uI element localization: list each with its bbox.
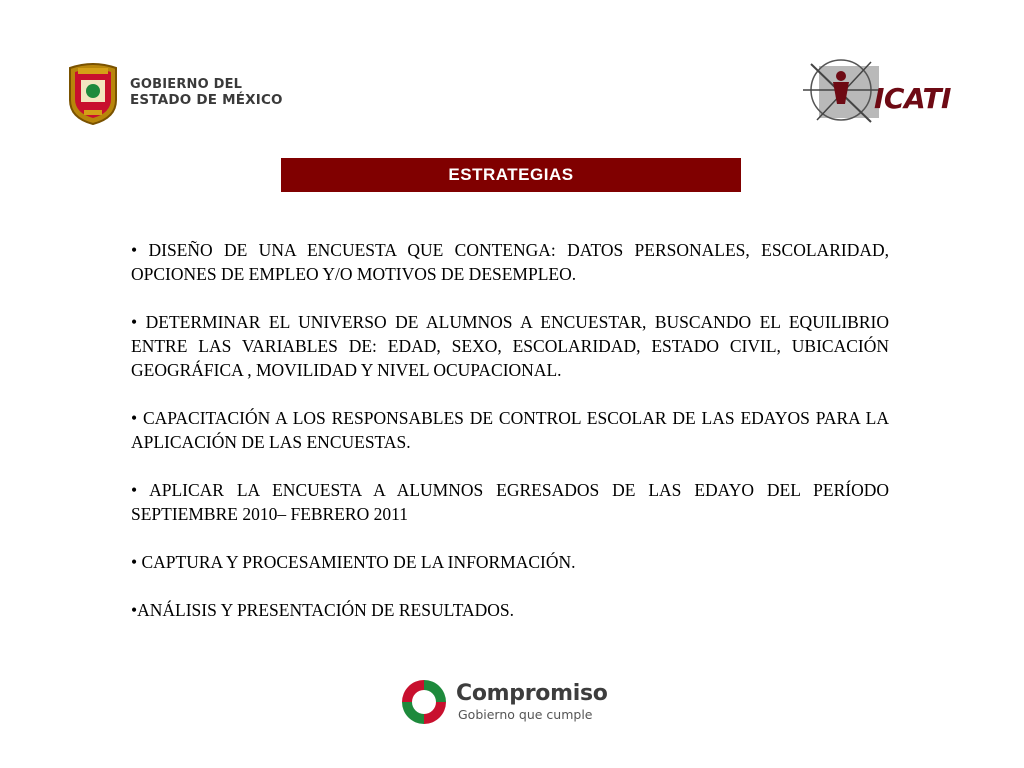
- compromiso-logo: [398, 676, 608, 728]
- icati-label: ICATI: [874, 82, 951, 115]
- compromiso-brand: Compromiso: [456, 680, 608, 706]
- bullet-student-universe: • DETERMINAR EL UNIVERSO DE ALUMNOS A ENCUESTAR, BUSCANDO EL EQUILIBRIO ENTRE LAS VARIABLES DE: EDAD, SEXO, ESCOLARIDAD, ESTADO CIVIL, UBICACIÓN GEOGRÁFICA , MOVILIDAD Y NIVEL OCUPACIONAL.: [131, 312, 889, 380]
- gov-edomex-logo: [64, 60, 283, 126]
- section-title-bar: [281, 158, 741, 192]
- bullet-apply-survey: • APLICAR LA ENCUESTA A ALUMNOS EGRESADOS DE LAS EDAYO DEL PERÍODO SEPTIEMBRE 2010– FEBRERO 2011: [131, 480, 889, 524]
- bullet-data-capture: • CAPTURA Y PROCESAMIENTO DE LA INFORMACIÓN.: [131, 552, 576, 572]
- strategy-list: [131, 238, 889, 622]
- gov-name-line1: GOBIERNO DEL: [130, 76, 243, 92]
- bullet-staff-training: • CAPACITACIÓN A LOS RESPONSABLES DE CONTROL ESCOLAR DE LAS EDAYOS PARA LA APLICACIÓN DE LAS ENCUESTAS.: [131, 408, 889, 452]
- bullet-analysis: •ANÁLISIS Y PRESENTACIÓN DE RESULTADOS.: [131, 600, 515, 620]
- section-title: ESTRATEGIAS: [448, 165, 574, 184]
- compromiso-swirl-icon: [398, 676, 450, 728]
- bullet-survey-design: • DISEÑO DE UNA ENCUESTA QUE CONTENGA: DATOS PERSONALES, ESCOLARIDAD, OPCIONES DE EMPLEO Y/O MOTIVOS DE DESEMPLEO.: [131, 240, 889, 284]
- coat-of-arms-icon: [64, 60, 122, 126]
- compromiso-slogan: Gobierno que cumple: [458, 706, 593, 722]
- gov-name-line2: ESTADO DE MÉXICO: [130, 91, 283, 108]
